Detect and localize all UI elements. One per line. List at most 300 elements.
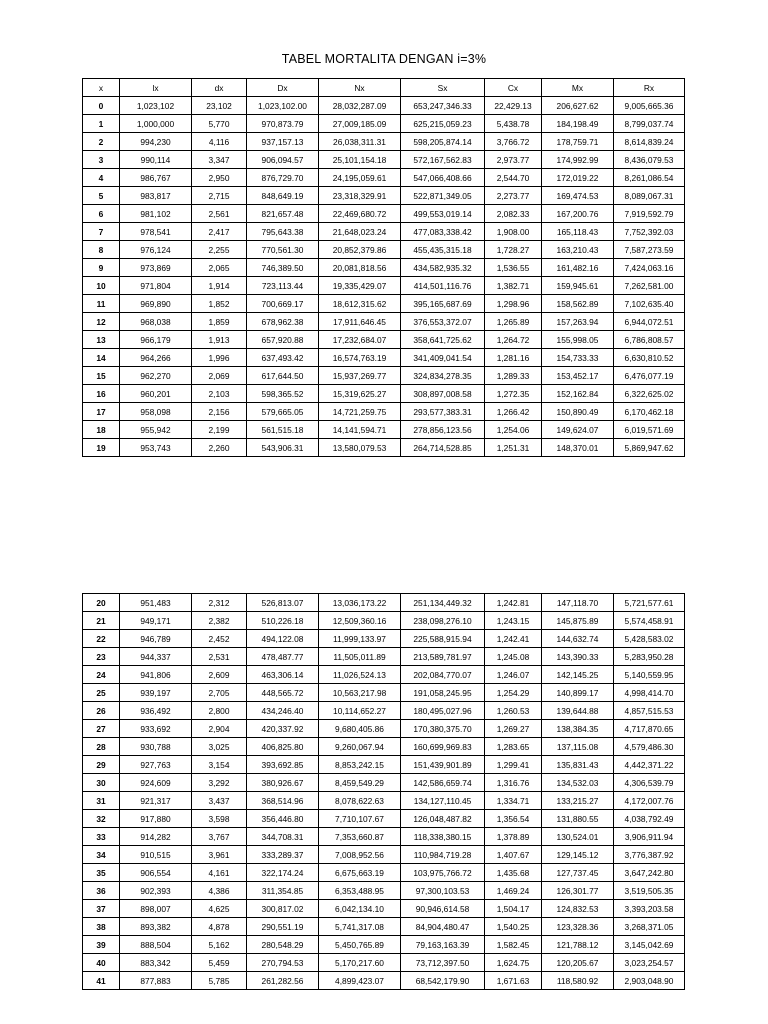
cell-Dx: 510,226.18 bbox=[247, 612, 319, 630]
cell-Nx: 21,648,023.24 bbox=[319, 223, 401, 241]
cell-Nx: 13,036,173.22 bbox=[319, 594, 401, 612]
table-row bbox=[83, 756, 685, 774]
cell-x: 26 bbox=[83, 702, 120, 720]
cell-Sx: 522,871,349.05 bbox=[401, 187, 485, 205]
cell-dx: 2,904 bbox=[192, 720, 247, 738]
cell-Nx: 15,319,625.27 bbox=[319, 385, 401, 403]
cell-Sx: 84,904,480.47 bbox=[401, 918, 485, 936]
cell-Cx: 5,438.78 bbox=[485, 115, 542, 133]
cell-Rx: 8,614,839.24 bbox=[614, 133, 685, 151]
cell-lx: 917,880 bbox=[120, 810, 192, 828]
cell-x: 23 bbox=[83, 648, 120, 666]
cell-Nx: 14,141,594.71 bbox=[319, 421, 401, 439]
table-row bbox=[83, 702, 685, 720]
cell-lx: 936,492 bbox=[120, 702, 192, 720]
cell-Nx: 11,505,011.89 bbox=[319, 648, 401, 666]
cell-Cx: 2,544.70 bbox=[485, 169, 542, 187]
cell-Dx: 970,873.79 bbox=[247, 115, 319, 133]
cell-Nx: 15,937,269.77 bbox=[319, 367, 401, 385]
cell-Rx: 6,630,810.52 bbox=[614, 349, 685, 367]
cell-dx: 2,561 bbox=[192, 205, 247, 223]
cell-Mx: 163,210.43 bbox=[542, 241, 614, 259]
cell-lx: 983,817 bbox=[120, 187, 192, 205]
cell-Sx: 572,167,562.83 bbox=[401, 151, 485, 169]
cell-Cx: 1,266.42 bbox=[485, 403, 542, 421]
cell-lx: 910,515 bbox=[120, 846, 192, 864]
cell-Sx: 68,542,179.90 bbox=[401, 972, 485, 990]
cell-Sx: 455,435,315.18 bbox=[401, 241, 485, 259]
cell-Dx: 368,514.96 bbox=[247, 792, 319, 810]
cell-Rx: 3,647,242.80 bbox=[614, 864, 685, 882]
table-row bbox=[83, 295, 685, 313]
cell-Mx: 167,200.76 bbox=[542, 205, 614, 223]
cell-Cx: 1,254.29 bbox=[485, 684, 542, 702]
cell-Mx: 206,627.62 bbox=[542, 97, 614, 115]
cell-Rx: 6,786,808.57 bbox=[614, 331, 685, 349]
cell-Sx: 499,553,019.14 bbox=[401, 205, 485, 223]
cell-Cx: 1,908.00 bbox=[485, 223, 542, 241]
cell-Cx: 1,316.76 bbox=[485, 774, 542, 792]
cell-Dx: 795,643.38 bbox=[247, 223, 319, 241]
cell-Nx: 19,335,429.07 bbox=[319, 277, 401, 295]
cell-Dx: 478,487.77 bbox=[247, 648, 319, 666]
cell-Dx: 678,962.38 bbox=[247, 313, 319, 331]
table-row bbox=[83, 810, 685, 828]
cell-Sx: 264,714,528.85 bbox=[401, 439, 485, 457]
table-row bbox=[83, 223, 685, 241]
cell-dx: 1,996 bbox=[192, 349, 247, 367]
cell-Dx: 561,515.18 bbox=[247, 421, 319, 439]
cell-Rx: 4,172,007.76 bbox=[614, 792, 685, 810]
cell-Mx: 134,532.03 bbox=[542, 774, 614, 792]
table-row bbox=[83, 277, 685, 295]
cell-lx: 906,554 bbox=[120, 864, 192, 882]
cell-dx: 2,255 bbox=[192, 241, 247, 259]
cell-lx: 888,504 bbox=[120, 936, 192, 954]
cell-Rx: 4,306,539.79 bbox=[614, 774, 685, 792]
cell-Cx: 1,254.06 bbox=[485, 421, 542, 439]
cell-Mx: 159,945.61 bbox=[542, 277, 614, 295]
cell-lx: 930,788 bbox=[120, 738, 192, 756]
cell-Mx: 155,998.05 bbox=[542, 331, 614, 349]
cell-Mx: 127,737.45 bbox=[542, 864, 614, 882]
cell-lx: 944,337 bbox=[120, 648, 192, 666]
cell-Dx: 598,365.52 bbox=[247, 385, 319, 403]
cell-Sx: 293,577,383.31 bbox=[401, 403, 485, 421]
cell-Rx: 5,140,559.95 bbox=[614, 666, 685, 684]
cell-lx: 953,743 bbox=[120, 439, 192, 457]
cell-Mx: 118,580.92 bbox=[542, 972, 614, 990]
cell-Dx: 821,657.48 bbox=[247, 205, 319, 223]
cell-Mx: 158,562.89 bbox=[542, 295, 614, 313]
cell-x: 14 bbox=[83, 349, 120, 367]
table-row bbox=[83, 900, 685, 918]
cell-Dx: 657,920.88 bbox=[247, 331, 319, 349]
cell-lx: 877,883 bbox=[120, 972, 192, 990]
cell-x: 8 bbox=[83, 241, 120, 259]
cell-Sx: 358,641,725.62 bbox=[401, 331, 485, 349]
cell-x: 5 bbox=[83, 187, 120, 205]
cell-Nx: 6,675,663.19 bbox=[319, 864, 401, 882]
cell-Sx: 324,834,278.35 bbox=[401, 367, 485, 385]
table-row bbox=[83, 882, 685, 900]
cell-Cx: 1,265.89 bbox=[485, 313, 542, 331]
cell-Mx: 129,145.12 bbox=[542, 846, 614, 864]
cell-Cx: 1,334.71 bbox=[485, 792, 542, 810]
header-Cx: Cx bbox=[485, 79, 542, 97]
cell-Nx: 20,081,818.56 bbox=[319, 259, 401, 277]
cell-Dx: 700,669.17 bbox=[247, 295, 319, 313]
cell-Mx: 153,452.17 bbox=[542, 367, 614, 385]
cell-Cx: 1,242.81 bbox=[485, 594, 542, 612]
cell-lx: 966,179 bbox=[120, 331, 192, 349]
cell-Dx: 448,565.72 bbox=[247, 684, 319, 702]
table-row bbox=[83, 846, 685, 864]
cell-Mx: 126,301.77 bbox=[542, 882, 614, 900]
cell-Rx: 3,268,371.05 bbox=[614, 918, 685, 936]
table-row bbox=[83, 133, 685, 151]
cell-dx: 2,156 bbox=[192, 403, 247, 421]
cell-Mx: 152,162.84 bbox=[542, 385, 614, 403]
cell-dx: 23,102 bbox=[192, 97, 247, 115]
table-row bbox=[83, 774, 685, 792]
table-row bbox=[83, 972, 685, 990]
cell-Mx: 138,384.35 bbox=[542, 720, 614, 738]
cell-Dx: 637,493.42 bbox=[247, 349, 319, 367]
cell-lx: 921,317 bbox=[120, 792, 192, 810]
cell-Dx: 270,794.53 bbox=[247, 954, 319, 972]
cell-Nx: 10,563,217.98 bbox=[319, 684, 401, 702]
cell-Cx: 1,281.16 bbox=[485, 349, 542, 367]
cell-Rx: 3,145,042.69 bbox=[614, 936, 685, 954]
cell-Cx: 1,289.33 bbox=[485, 367, 542, 385]
cell-lx: 1,000,000 bbox=[120, 115, 192, 133]
cell-Cx: 1,298.96 bbox=[485, 295, 542, 313]
cell-Cx: 2,082.33 bbox=[485, 205, 542, 223]
cell-Sx: 653,247,346.33 bbox=[401, 97, 485, 115]
table-row bbox=[83, 169, 685, 187]
cell-Dx: 494,122.08 bbox=[247, 630, 319, 648]
cell-Dx: 393,692.85 bbox=[247, 756, 319, 774]
cell-lx: 927,763 bbox=[120, 756, 192, 774]
cell-dx: 4,878 bbox=[192, 918, 247, 936]
table-row bbox=[83, 421, 685, 439]
table-row bbox=[83, 954, 685, 972]
cell-dx: 5,459 bbox=[192, 954, 247, 972]
cell-Dx: 876,729.70 bbox=[247, 169, 319, 187]
cell-x: 6 bbox=[83, 205, 120, 223]
cell-dx: 3,025 bbox=[192, 738, 247, 756]
cell-dx: 2,069 bbox=[192, 367, 247, 385]
cell-Nx: 16,574,763.19 bbox=[319, 349, 401, 367]
cell-dx: 2,199 bbox=[192, 421, 247, 439]
cell-Dx: 543,906.31 bbox=[247, 439, 319, 457]
cell-Nx: 26,038,311.31 bbox=[319, 133, 401, 151]
cell-Sx: 251,134,449.32 bbox=[401, 594, 485, 612]
cell-lx: 951,483 bbox=[120, 594, 192, 612]
table-row bbox=[83, 828, 685, 846]
cell-x: 13 bbox=[83, 331, 120, 349]
cell-Mx: 172,019.22 bbox=[542, 169, 614, 187]
cell-Nx: 23,318,329.91 bbox=[319, 187, 401, 205]
cell-Sx: 625,215,059.23 bbox=[401, 115, 485, 133]
cell-x: 20 bbox=[83, 594, 120, 612]
cell-dx: 2,705 bbox=[192, 684, 247, 702]
cell-dx: 4,625 bbox=[192, 900, 247, 918]
cell-Rx: 6,170,462.18 bbox=[614, 403, 685, 421]
cell-Mx: 139,644.88 bbox=[542, 702, 614, 720]
cell-Sx: 118,338,380.15 bbox=[401, 828, 485, 846]
cell-Mx: 169,474.53 bbox=[542, 187, 614, 205]
page-title: TABEL MORTALITA DENGAN i=3% bbox=[281, 52, 487, 66]
cell-Rx: 8,436,079.53 bbox=[614, 151, 685, 169]
header-x: x bbox=[83, 79, 120, 97]
cell-Mx: 149,624.07 bbox=[542, 421, 614, 439]
cell-Dx: 333,289.37 bbox=[247, 846, 319, 864]
cell-Cx: 1,251.31 bbox=[485, 439, 542, 457]
cell-Nx: 6,042,134.10 bbox=[319, 900, 401, 918]
cell-Sx: 238,098,276.10 bbox=[401, 612, 485, 630]
cell-Sx: 202,084,770.07 bbox=[401, 666, 485, 684]
cell-Rx: 6,322,625.02 bbox=[614, 385, 685, 403]
cell-x: 10 bbox=[83, 277, 120, 295]
cell-lx: 964,266 bbox=[120, 349, 192, 367]
cell-x: 25 bbox=[83, 684, 120, 702]
cell-Mx: 150,890.49 bbox=[542, 403, 614, 421]
cell-Dx: 848,649.19 bbox=[247, 187, 319, 205]
cell-Dx: 280,548.29 bbox=[247, 936, 319, 954]
cell-lx: 914,282 bbox=[120, 828, 192, 846]
cell-Dx: 434,246.40 bbox=[247, 702, 319, 720]
cell-Rx: 8,261,086.54 bbox=[614, 169, 685, 187]
table-row bbox=[83, 403, 685, 421]
cell-x: 21 bbox=[83, 612, 120, 630]
cell-dx: 1,913 bbox=[192, 331, 247, 349]
cell-Dx: 322,174.24 bbox=[247, 864, 319, 882]
table-row bbox=[83, 205, 685, 223]
cell-Rx: 6,019,571.69 bbox=[614, 421, 685, 439]
cell-Sx: 376,553,372.07 bbox=[401, 313, 485, 331]
cell-x: 1 bbox=[83, 115, 120, 133]
cell-Dx: 300,817.02 bbox=[247, 900, 319, 918]
cell-Rx: 3,519,505.35 bbox=[614, 882, 685, 900]
cell-dx: 2,417 bbox=[192, 223, 247, 241]
cell-lx: 986,767 bbox=[120, 169, 192, 187]
cell-lx: 902,393 bbox=[120, 882, 192, 900]
cell-Sx: 170,380,375.70 bbox=[401, 720, 485, 738]
cell-Mx: 124,832.53 bbox=[542, 900, 614, 918]
cell-Nx: 7,353,660.87 bbox=[319, 828, 401, 846]
table-row bbox=[83, 792, 685, 810]
cell-Rx: 4,579,486.30 bbox=[614, 738, 685, 756]
cell-Rx: 3,393,203.58 bbox=[614, 900, 685, 918]
cell-Nx: 5,170,217.60 bbox=[319, 954, 401, 972]
cell-Sx: 103,975,766.72 bbox=[401, 864, 485, 882]
cell-dx: 4,116 bbox=[192, 133, 247, 151]
cell-x: 41 bbox=[83, 972, 120, 990]
cell-Dx: 290,551.19 bbox=[247, 918, 319, 936]
cell-Nx: 18,612,315.62 bbox=[319, 295, 401, 313]
cell-dx: 2,800 bbox=[192, 702, 247, 720]
cell-Rx: 9,005,665.36 bbox=[614, 97, 685, 115]
cell-Mx: 174,992.99 bbox=[542, 151, 614, 169]
table-row bbox=[83, 864, 685, 882]
cell-Sx: 79,163,163.39 bbox=[401, 936, 485, 954]
cell-Sx: 308,897,008.58 bbox=[401, 385, 485, 403]
cell-Mx: 120,205.67 bbox=[542, 954, 614, 972]
cell-Cx: 1,728.27 bbox=[485, 241, 542, 259]
cell-Rx: 3,776,387.92 bbox=[614, 846, 685, 864]
cell-dx: 3,347 bbox=[192, 151, 247, 169]
cell-Cx: 22,429.13 bbox=[485, 97, 542, 115]
cell-Cx: 1,246.07 bbox=[485, 666, 542, 684]
cell-Rx: 5,721,577.61 bbox=[614, 594, 685, 612]
cell-Dx: 723,113.44 bbox=[247, 277, 319, 295]
cell-Rx: 7,262,581.00 bbox=[614, 277, 685, 295]
cell-Sx: 414,501,116.76 bbox=[401, 277, 485, 295]
cell-Dx: 261,282.56 bbox=[247, 972, 319, 990]
cell-Cx: 1,469.24 bbox=[485, 882, 542, 900]
cell-x: 2 bbox=[83, 133, 120, 151]
cell-Cx: 1,504.17 bbox=[485, 900, 542, 918]
cell-Cx: 1,272.35 bbox=[485, 385, 542, 403]
cell-Rx: 7,752,392.03 bbox=[614, 223, 685, 241]
cell-Sx: 180,495,027.96 bbox=[401, 702, 485, 720]
table-row bbox=[83, 259, 685, 277]
cell-Cx: 1,264.72 bbox=[485, 331, 542, 349]
table-row bbox=[83, 666, 685, 684]
cell-Mx: 178,759.71 bbox=[542, 133, 614, 151]
table-body bbox=[83, 594, 685, 990]
cell-dx: 1,914 bbox=[192, 277, 247, 295]
cell-Sx: 547,066,408.66 bbox=[401, 169, 485, 187]
cell-dx: 3,292 bbox=[192, 774, 247, 792]
table-row bbox=[83, 151, 685, 169]
cell-dx: 3,437 bbox=[192, 792, 247, 810]
cell-Nx: 5,741,317.08 bbox=[319, 918, 401, 936]
table-row bbox=[83, 439, 685, 457]
table-row bbox=[83, 331, 685, 349]
cell-lx: 941,806 bbox=[120, 666, 192, 684]
cell-Cx: 1,540.25 bbox=[485, 918, 542, 936]
cell-lx: 1,023,102 bbox=[120, 97, 192, 115]
cell-lx: 933,692 bbox=[120, 720, 192, 738]
cell-Rx: 8,089,067.31 bbox=[614, 187, 685, 205]
cell-Rx: 2,903,048.90 bbox=[614, 972, 685, 990]
cell-Mx: 144,632.74 bbox=[542, 630, 614, 648]
cell-dx: 3,767 bbox=[192, 828, 247, 846]
cell-Dx: 937,157.13 bbox=[247, 133, 319, 151]
cell-lx: 955,942 bbox=[120, 421, 192, 439]
cell-Mx: 133,215.27 bbox=[542, 792, 614, 810]
cell-dx: 2,382 bbox=[192, 612, 247, 630]
cell-Mx: 121,788.12 bbox=[542, 936, 614, 954]
cell-Sx: 191,058,245.95 bbox=[401, 684, 485, 702]
cell-Sx: 73,712,397.50 bbox=[401, 954, 485, 972]
cell-x: 36 bbox=[83, 882, 120, 900]
cell-Sx: 477,083,338.42 bbox=[401, 223, 485, 241]
cell-lx: 924,609 bbox=[120, 774, 192, 792]
cell-Nx: 22,469,680.72 bbox=[319, 205, 401, 223]
cell-lx: 958,098 bbox=[120, 403, 192, 421]
cell-Mx: 184,198.49 bbox=[542, 115, 614, 133]
cell-x: 33 bbox=[83, 828, 120, 846]
cell-Mx: 157,263.94 bbox=[542, 313, 614, 331]
cell-Nx: 9,260,067.94 bbox=[319, 738, 401, 756]
cell-Nx: 8,078,622.63 bbox=[319, 792, 401, 810]
cell-lx: 893,382 bbox=[120, 918, 192, 936]
header-row bbox=[83, 79, 685, 97]
cell-x: 32 bbox=[83, 810, 120, 828]
cell-Nx: 17,911,646.45 bbox=[319, 313, 401, 331]
cell-x: 12 bbox=[83, 313, 120, 331]
cell-Cx: 1,378.89 bbox=[485, 828, 542, 846]
cell-Sx: 142,586,659.74 bbox=[401, 774, 485, 792]
cell-Mx: 131,880.55 bbox=[542, 810, 614, 828]
cell-Nx: 7,008,952.56 bbox=[319, 846, 401, 864]
cell-lx: 969,890 bbox=[120, 295, 192, 313]
cell-x: 24 bbox=[83, 666, 120, 684]
cell-Mx: 148,370.01 bbox=[542, 439, 614, 457]
cell-x: 38 bbox=[83, 918, 120, 936]
cell-Sx: 97,300,103.53 bbox=[401, 882, 485, 900]
cell-Cx: 3,766.72 bbox=[485, 133, 542, 151]
cell-Nx: 4,899,423.07 bbox=[319, 972, 401, 990]
cell-x: 39 bbox=[83, 936, 120, 954]
cell-Sx: 160,699,969.83 bbox=[401, 738, 485, 756]
cell-Mx: 154,733.33 bbox=[542, 349, 614, 367]
cell-Mx: 161,482.16 bbox=[542, 259, 614, 277]
cell-Cx: 1,536.55 bbox=[485, 259, 542, 277]
cell-x: 35 bbox=[83, 864, 120, 882]
cell-x: 31 bbox=[83, 792, 120, 810]
cell-lx: 939,197 bbox=[120, 684, 192, 702]
cell-Nx: 11,999,133.97 bbox=[319, 630, 401, 648]
cell-Rx: 4,998,414.70 bbox=[614, 684, 685, 702]
table-row bbox=[83, 936, 685, 954]
cell-Dx: 526,813.07 bbox=[247, 594, 319, 612]
cell-Sx: 213,589,781.97 bbox=[401, 648, 485, 666]
table-row bbox=[83, 349, 685, 367]
cell-Dx: 579,665.05 bbox=[247, 403, 319, 421]
cell-Sx: 341,409,041.54 bbox=[401, 349, 485, 367]
cell-dx: 2,312 bbox=[192, 594, 247, 612]
table-row bbox=[83, 648, 685, 666]
cell-Dx: 906,094.57 bbox=[247, 151, 319, 169]
cell-Rx: 5,574,458.91 bbox=[614, 612, 685, 630]
cell-Rx: 6,944,072.51 bbox=[614, 313, 685, 331]
cell-dx: 5,162 bbox=[192, 936, 247, 954]
header-Nx: Nx bbox=[319, 79, 401, 97]
cell-Dx: 356,446.80 bbox=[247, 810, 319, 828]
cell-Cx: 1,407.67 bbox=[485, 846, 542, 864]
cell-x: 4 bbox=[83, 169, 120, 187]
cell-Dx: 311,354.85 bbox=[247, 882, 319, 900]
cell-dx: 2,260 bbox=[192, 439, 247, 457]
cell-lx: 898,007 bbox=[120, 900, 192, 918]
cell-Mx: 147,118.70 bbox=[542, 594, 614, 612]
cell-x: 30 bbox=[83, 774, 120, 792]
table-row bbox=[83, 241, 685, 259]
cell-Cx: 1,582.45 bbox=[485, 936, 542, 954]
cell-x: 0 bbox=[83, 97, 120, 115]
cell-Sx: 110,984,719.28 bbox=[401, 846, 485, 864]
cell-lx: 994,230 bbox=[120, 133, 192, 151]
cell-dx: 2,531 bbox=[192, 648, 247, 666]
cell-Nx: 7,710,107.67 bbox=[319, 810, 401, 828]
cell-lx: 971,804 bbox=[120, 277, 192, 295]
cell-Sx: 278,856,123.56 bbox=[401, 421, 485, 439]
